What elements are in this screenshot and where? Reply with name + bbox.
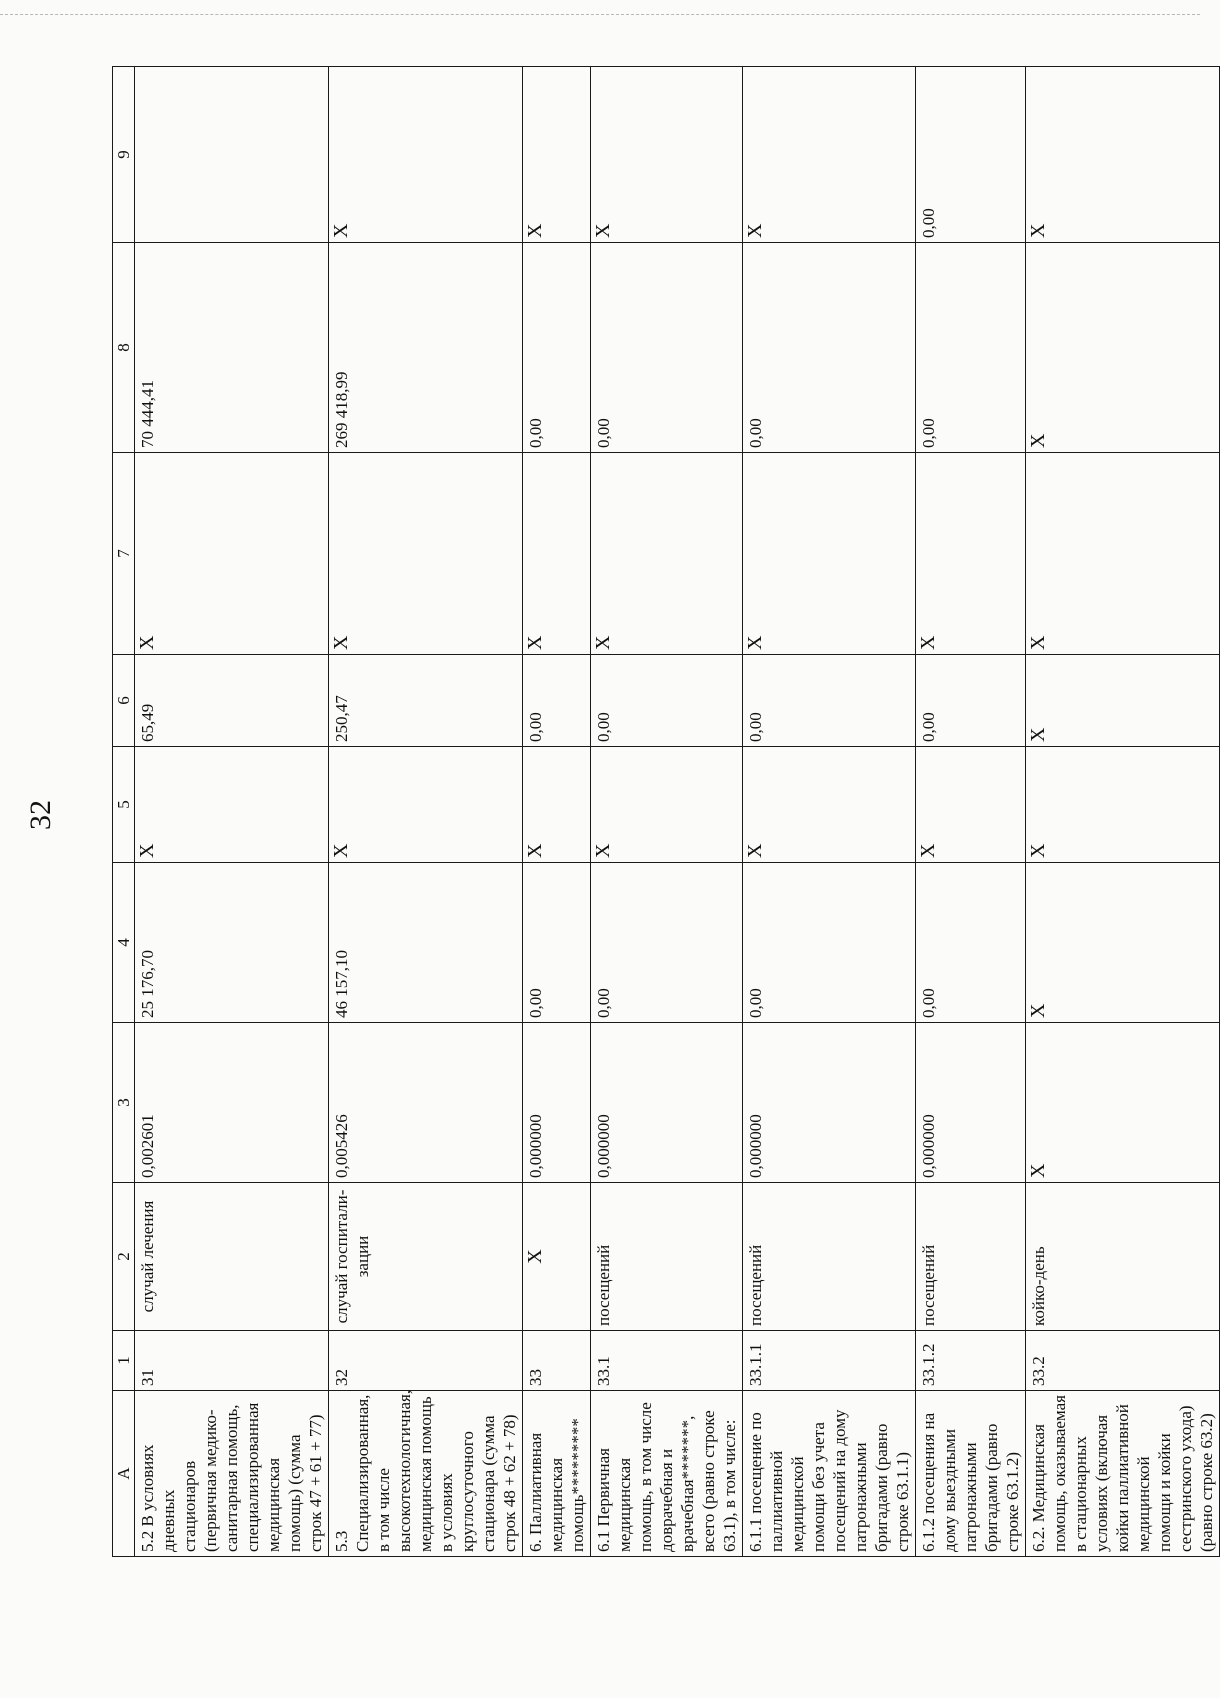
value-cell: X [591, 67, 743, 243]
header-cell: 7 [113, 453, 135, 655]
value-cell: 0,00 [591, 655, 743, 747]
row-label: 6.1.2 посещения на дому выездными патронажными бригадами (равно строке 63.1.2) [916, 1391, 1026, 1557]
value-cell: X [1026, 453, 1220, 655]
table-row [743, 67, 916, 1557]
value-cell: 0,00 [743, 243, 916, 453]
row-number: 33.1 [591, 1331, 743, 1391]
value-cell: X [135, 453, 329, 655]
scan-edge-line [0, 14, 1200, 15]
value-cell: X [523, 747, 591, 863]
value-cell: 65,49 [135, 655, 329, 747]
header-cell: A [113, 1391, 135, 1557]
value-cell: 0,000000 [523, 1023, 591, 1183]
table-container [112, 67, 1216, 1557]
unit-cell: случай лечения [135, 1183, 329, 1331]
value-cell: X [1026, 863, 1220, 1023]
value-cell: X [1026, 1023, 1220, 1183]
row-label: 5.3 Специализированная, в том числе высокотехнологичная, медицинская помощь в условиях круглосуточного стационара (сумма строк 48 + 62 + 78) [329, 1391, 523, 1557]
table-row [1026, 67, 1220, 1557]
value-cell: 250,47 [329, 655, 523, 747]
unit-cell: посещений [916, 1183, 1026, 1331]
value-cell: 0,000000 [591, 1023, 743, 1183]
value-cell: X [591, 453, 743, 655]
value-cell: 0,00 [743, 863, 916, 1023]
value-cell: 0,00 [523, 863, 591, 1023]
value-cell: X [329, 453, 523, 655]
value-cell: X [523, 67, 591, 243]
value-cell: X [743, 67, 916, 243]
value-cell: 0,00 [591, 863, 743, 1023]
value-cell: 0,00 [523, 655, 591, 747]
value-cell: 0,00 [916, 67, 1026, 243]
value-cell: 0,00 [916, 243, 1026, 453]
value-cell: 25 176,70 [135, 863, 329, 1023]
row-number: 33.1.2 [916, 1331, 1026, 1391]
value-cell: X [329, 67, 523, 243]
value-cell: 0,000000 [916, 1023, 1026, 1183]
row-label: 6.1 Первичная медицинская помощь, в том числе доврачебная и врачебная*******, всего (равно строке 63.1), в том числе: [591, 1391, 743, 1557]
unit-cell: случай госпитали-зации [329, 1183, 523, 1331]
value-cell: X [523, 453, 591, 655]
value-cell: X [591, 747, 743, 863]
table-row [135, 67, 329, 1557]
row-number: 33.2 [1026, 1331, 1220, 1391]
value-cell: X [743, 747, 916, 863]
value-cell: X [135, 747, 329, 863]
table-row [916, 67, 1026, 1557]
header-cell: 5 [113, 747, 135, 863]
unit-cell: посещений [743, 1183, 916, 1331]
row-label: 6. Паллиативная медицинская помощь********* [523, 1391, 591, 1557]
header-cell: 6 [113, 655, 135, 747]
unit-cell: X [523, 1183, 591, 1331]
value-cell: X [743, 453, 916, 655]
header-cell: 8 [113, 243, 135, 453]
row-label: 6.2. Медицинская помощь, оказываемая в стационарных условиях (включая койки паллиативной медицинской помощи и койки сестринского ухода) (равно строке 63.2) [1026, 1391, 1220, 1557]
value-cell: 0,005426 [329, 1023, 523, 1183]
unit-cell: посещений [591, 1183, 743, 1331]
value-cell: X [1026, 655, 1220, 747]
value-cell [135, 67, 329, 243]
row-label: 5.2 В условиях дневных стационаров (первичная медико-санитарная помощь, специализированная медицинская помощь) (сумма строк 47 + 61 + 77) [135, 1391, 329, 1557]
value-cell: 70 444,41 [135, 243, 329, 453]
row-number: 33 [523, 1331, 591, 1391]
header-cell: 4 [113, 863, 135, 1023]
value-cell: 0,00 [743, 655, 916, 747]
header-cell: 1 [113, 1331, 135, 1391]
value-cell: 0,00 [591, 243, 743, 453]
value-cell: 0,000000 [743, 1023, 916, 1183]
value-cell: X [1026, 747, 1220, 863]
value-cell: 46 157,10 [329, 863, 523, 1023]
value-cell: 0,00 [916, 655, 1026, 747]
value-cell: X [1026, 243, 1220, 453]
value-cell: X [916, 747, 1026, 863]
value-cell: 0,00 [523, 243, 591, 453]
header-row [113, 67, 135, 1557]
value-cell: 0,00 [916, 863, 1026, 1023]
header-cell: 3 [113, 1023, 135, 1183]
page-number: 32 [24, 800, 57, 830]
row-number: 31 [135, 1331, 329, 1391]
row-number: 33.1.1 [743, 1331, 916, 1391]
table-row [523, 67, 591, 1557]
table-row [591, 67, 743, 1557]
value-cell: X [329, 747, 523, 863]
header-cell: 2 [113, 1183, 135, 1331]
value-cell: X [1026, 67, 1220, 243]
table-row [329, 67, 523, 1557]
row-number: 32 [329, 1331, 523, 1391]
header-cell: 9 [113, 67, 135, 243]
row-label: 6.1.1 посещение по паллиативной медицинской помощи без учета посещений на дому патронажными бригадами (равно строке 63.1.1) [743, 1391, 916, 1557]
value-cell: 269 418,99 [329, 243, 523, 453]
unit-cell: койко-день [1026, 1183, 1220, 1331]
value-cell: 0,002601 [135, 1023, 329, 1183]
data-table [112, 66, 1220, 1557]
value-cell: X [916, 453, 1026, 655]
